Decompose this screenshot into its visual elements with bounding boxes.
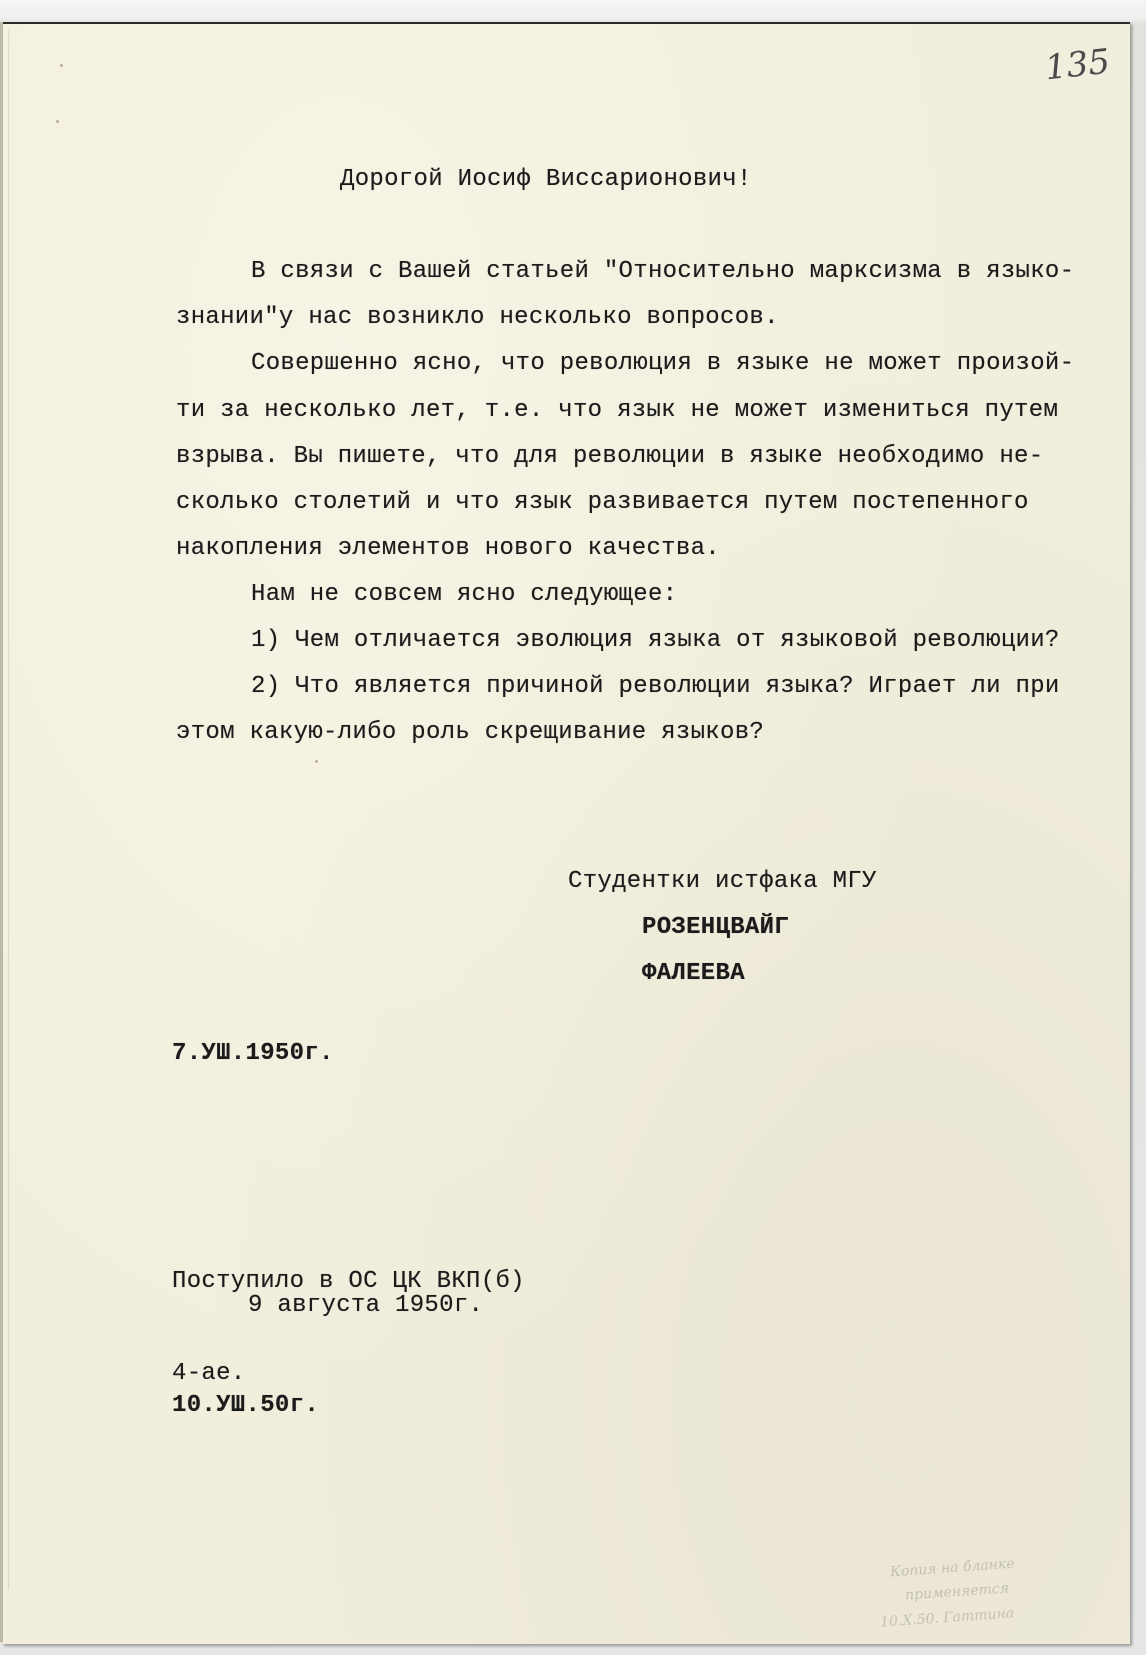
paper-speck: [315, 760, 318, 763]
signature-name: РОЗЕНЦВАЙГ: [642, 914, 790, 941]
body-line: В связи с Вашей статьей "Относительно марксизма в языко-: [251, 258, 1075, 285]
signature-name: ФАЛЕЕВА: [642, 960, 745, 987]
body-line: Нам не совсем ясно следующее:: [251, 581, 678, 608]
question-2: 2) Что является причиной революции языка? Играет ли при: [251, 673, 1060, 700]
salutation: Дорогой Иосиф Виссарионович!: [340, 166, 752, 193]
registry-date: 10.УШ.50г.: [172, 1392, 320, 1419]
letter-date: 7.УШ.1950г.: [172, 1040, 334, 1067]
body-line: Совершенно ясно, что революция в языке не может произой-: [251, 350, 1075, 377]
signature-affiliation: Студентки истфака МГУ: [568, 868, 877, 895]
body-line: знании"у нас возникло несколько вопросов.: [176, 304, 779, 331]
question-1: 1) Чем отличается эволюция языка от языковой революции?: [251, 627, 1060, 654]
sheet-edge: [0, 22, 3, 1642]
body-line: сколько столетий и что язык развивается путем постепенного: [176, 489, 1029, 516]
received-stamp-line: Поступило в ОС ЦК ВКП(б): [172, 1268, 525, 1295]
paper-speck: [56, 120, 59, 123]
pencil-annotation: 10.Х.50. Гаттина: [879, 1605, 1015, 1631]
folio-number: 135: [1043, 41, 1112, 89]
question-2-continued: этом какую-либо роль скрещивание языков?: [176, 719, 765, 746]
body-line: накопления элементов нового качества.: [176, 535, 720, 562]
pencil-annotation: применяется: [904, 1580, 1010, 1604]
registry-note: 4-ае.: [172, 1360, 246, 1387]
body-line: взрыва. Вы пишете, что для революции в языке необходимо не-: [176, 443, 1044, 470]
body-line: ти за несколько лет, т.е. что язык не может измениться путем: [176, 397, 1059, 424]
binding-crease: [8, 30, 9, 1590]
paper-speck: [60, 64, 63, 67]
received-stamp-date: 9 августа 1950г.: [248, 1292, 484, 1319]
pencil-annotation: Копия на бланке: [889, 1555, 1016, 1581]
